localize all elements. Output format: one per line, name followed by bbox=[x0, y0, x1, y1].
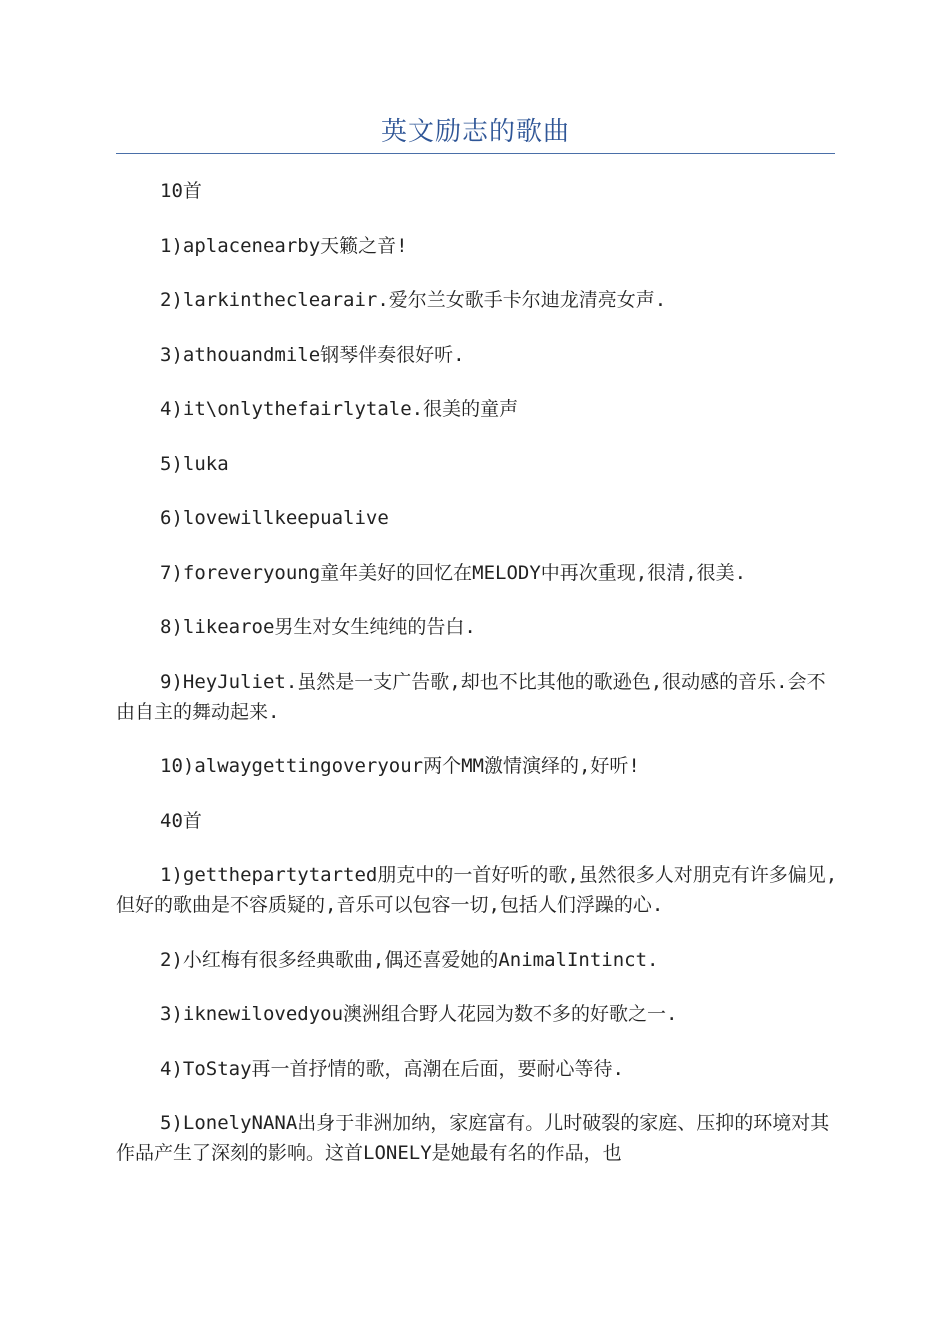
paragraph: 5)LonelyNANA出身于非洲加纳，家庭富有。儿时破裂的家庭、压抑的环境对其作品产生了深刻的影响。这首LONELY是她最有名的作品，也 bbox=[116, 1112, 830, 1164]
paragraph: 2)larkintheclearair.爱尔兰女歌手卡尔迪龙清亮女声. bbox=[160, 289, 667, 311]
paragraph: 1)getthepartytarted朋克中的一首好听的歌,虽然很多人对朋克有许多偏见,但好的歌曲是不容质疑的,音乐可以包容一切,包括人们浮躁的心. bbox=[116, 864, 838, 916]
paragraph: 10)alwaygettingoveryour两个MM激情演绎的,好听! bbox=[160, 755, 640, 777]
paragraph: 6)lovewillkeepualive bbox=[160, 507, 389, 529]
paragraph: 10首 bbox=[160, 180, 202, 202]
document-body bbox=[116, 176, 838, 1193]
paragraph: 5)luka bbox=[160, 452, 229, 475]
title-underline bbox=[116, 153, 835, 154]
paragraph: 3)iknewilovedyou澳洲组合野人花园为数不多的好歌之一. bbox=[160, 1003, 678, 1025]
paragraph: 8)likearoe男生对女生纯纯的告白. bbox=[160, 616, 476, 638]
paragraph: 9)HeyJuliet.虽然是一支广告歌,却也不比其他的歌逊色,很动感的音乐.会不由自主的舞动起来. bbox=[116, 670, 826, 723]
paragraph: 4)it\onlythefairlytale.很美的童声 bbox=[160, 398, 519, 420]
paragraph: 3)athouandmile钢琴伴奏很好听. bbox=[160, 343, 465, 366]
paragraph: 4)ToStay再一首抒情的歌，高潮在后面，要耐心等待. bbox=[160, 1057, 624, 1080]
document-title: 英文励志的歌曲 bbox=[380, 117, 570, 147]
paragraph: 2)小红梅有很多经典歌曲,偶还喜爱她的AnimalIntinct. bbox=[160, 948, 659, 971]
paragraph: 1)aplacenearby天籁之音! bbox=[160, 234, 408, 257]
paragraph: 7)foreveryoung童年美好的回忆在MELODY中再次重现,很清,很美. bbox=[160, 561, 747, 584]
paragraph: 40首 bbox=[160, 809, 202, 832]
